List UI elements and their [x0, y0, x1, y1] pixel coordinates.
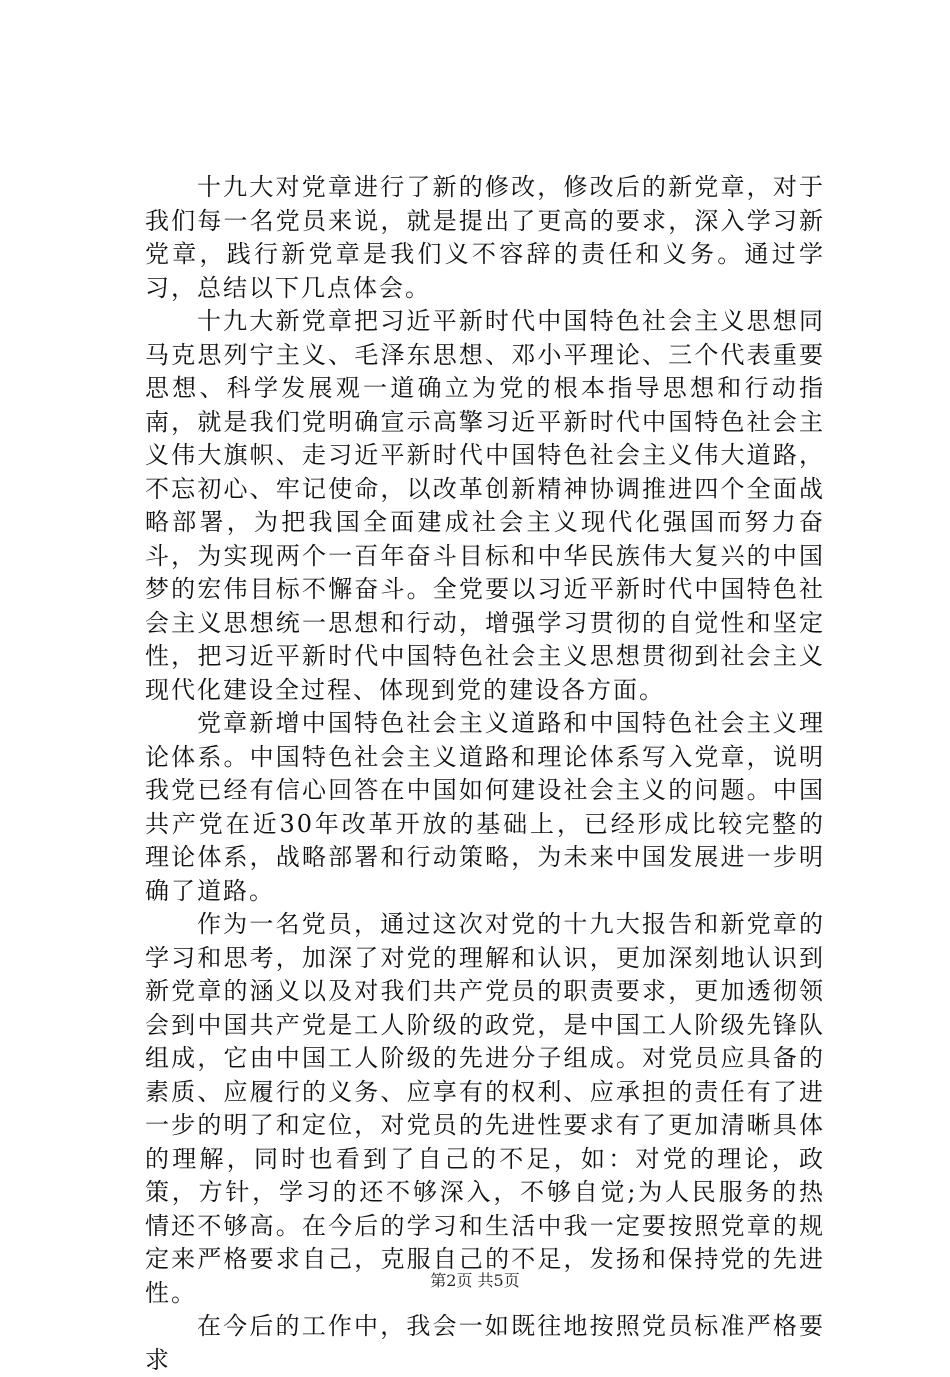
- paragraph-5: 在今后的工作中，我会一如既往地按照党员标准严格要求: [145, 1312, 825, 1374]
- paragraph-4: 作为一名党员，通过这次对党的十九大报告和新党章的学习和思考，加深了对党的理解和认识，更加深刻地认识到新党章的涵义以及对我们共产党员的职责要求，更加透彻领会到中国共产党是工人阶级的政党，是中国工人阶级先锋队组成，它由中国工人阶级的先进分子组成。对党员应具备的素质、应履行的义务、应享有的权利、应承担的责任有了进一步的明了和定位，对党员的先进性要求有了更加清晰具体的理解，同时也看到了自己的不足，如：对党的理论，政策，方针，学习的还不够深入，不够自觉;为人民服务的热情还不够高。在今后的学习和生活中我一定要按照党章的规定来严格要求自己，克服自己的不足，发扬和保持党的先进性。: [145, 910, 825, 1307]
- paragraph-2: 十九大新党章把习近平新时代中国特色社会主义思想同马克思列宁主义、毛泽东思想、邓小平理论、三个代表重要思想、科学发展观一道确立为党的根本指导思想和行动指南，就是我们党明确宣示高擎习近平新时代中国特色社会主义伟大旗帜、走习近平新时代中国特色社会主义伟大道路，不忘初心、牢记使命，以改革创新精神协调推进四个全面战略部署，为把我国全面建成社会主义现代化强国而努力奋斗，为实现两个一百年奋斗目标和中华民族伟大复兴的中国梦的宏伟目标不懈奋斗。全党要以习近平新时代中国特色社会主义思想统一思想和行动，增强学习贯彻的自觉性和坚定性，把习近平新时代中国特色社会主义思想贯彻到社会主义现代化建设全过程、体现到党的建设各方面。: [145, 307, 825, 704]
- page-footer: 第2页 共5页: [430, 1271, 520, 1290]
- paragraph-1: 十九大对党章进行了新的修改，修改后的新党章，对于我们每一名党员来说，就是提出了更高的要求，深入学习新党章，践行新党章是我们义不容辞的责任和义务。通过学习，总结以下几点体会。: [145, 173, 825, 302]
- document-body: [145, 171, 825, 1377]
- paragraph-3: 党章新增中国特色社会主义道路和中国特色社会主义理论体系。中国特色社会主义道路和理论体系写入党章，说明我党已经有信心回答在中国如何建设社会主义的问题。中国共产党在近30年改革开放的基础上，已经形成比较完整的理论体系，战略部署和行动策略，为未来中国发展进一步明确了道路。: [145, 709, 825, 905]
